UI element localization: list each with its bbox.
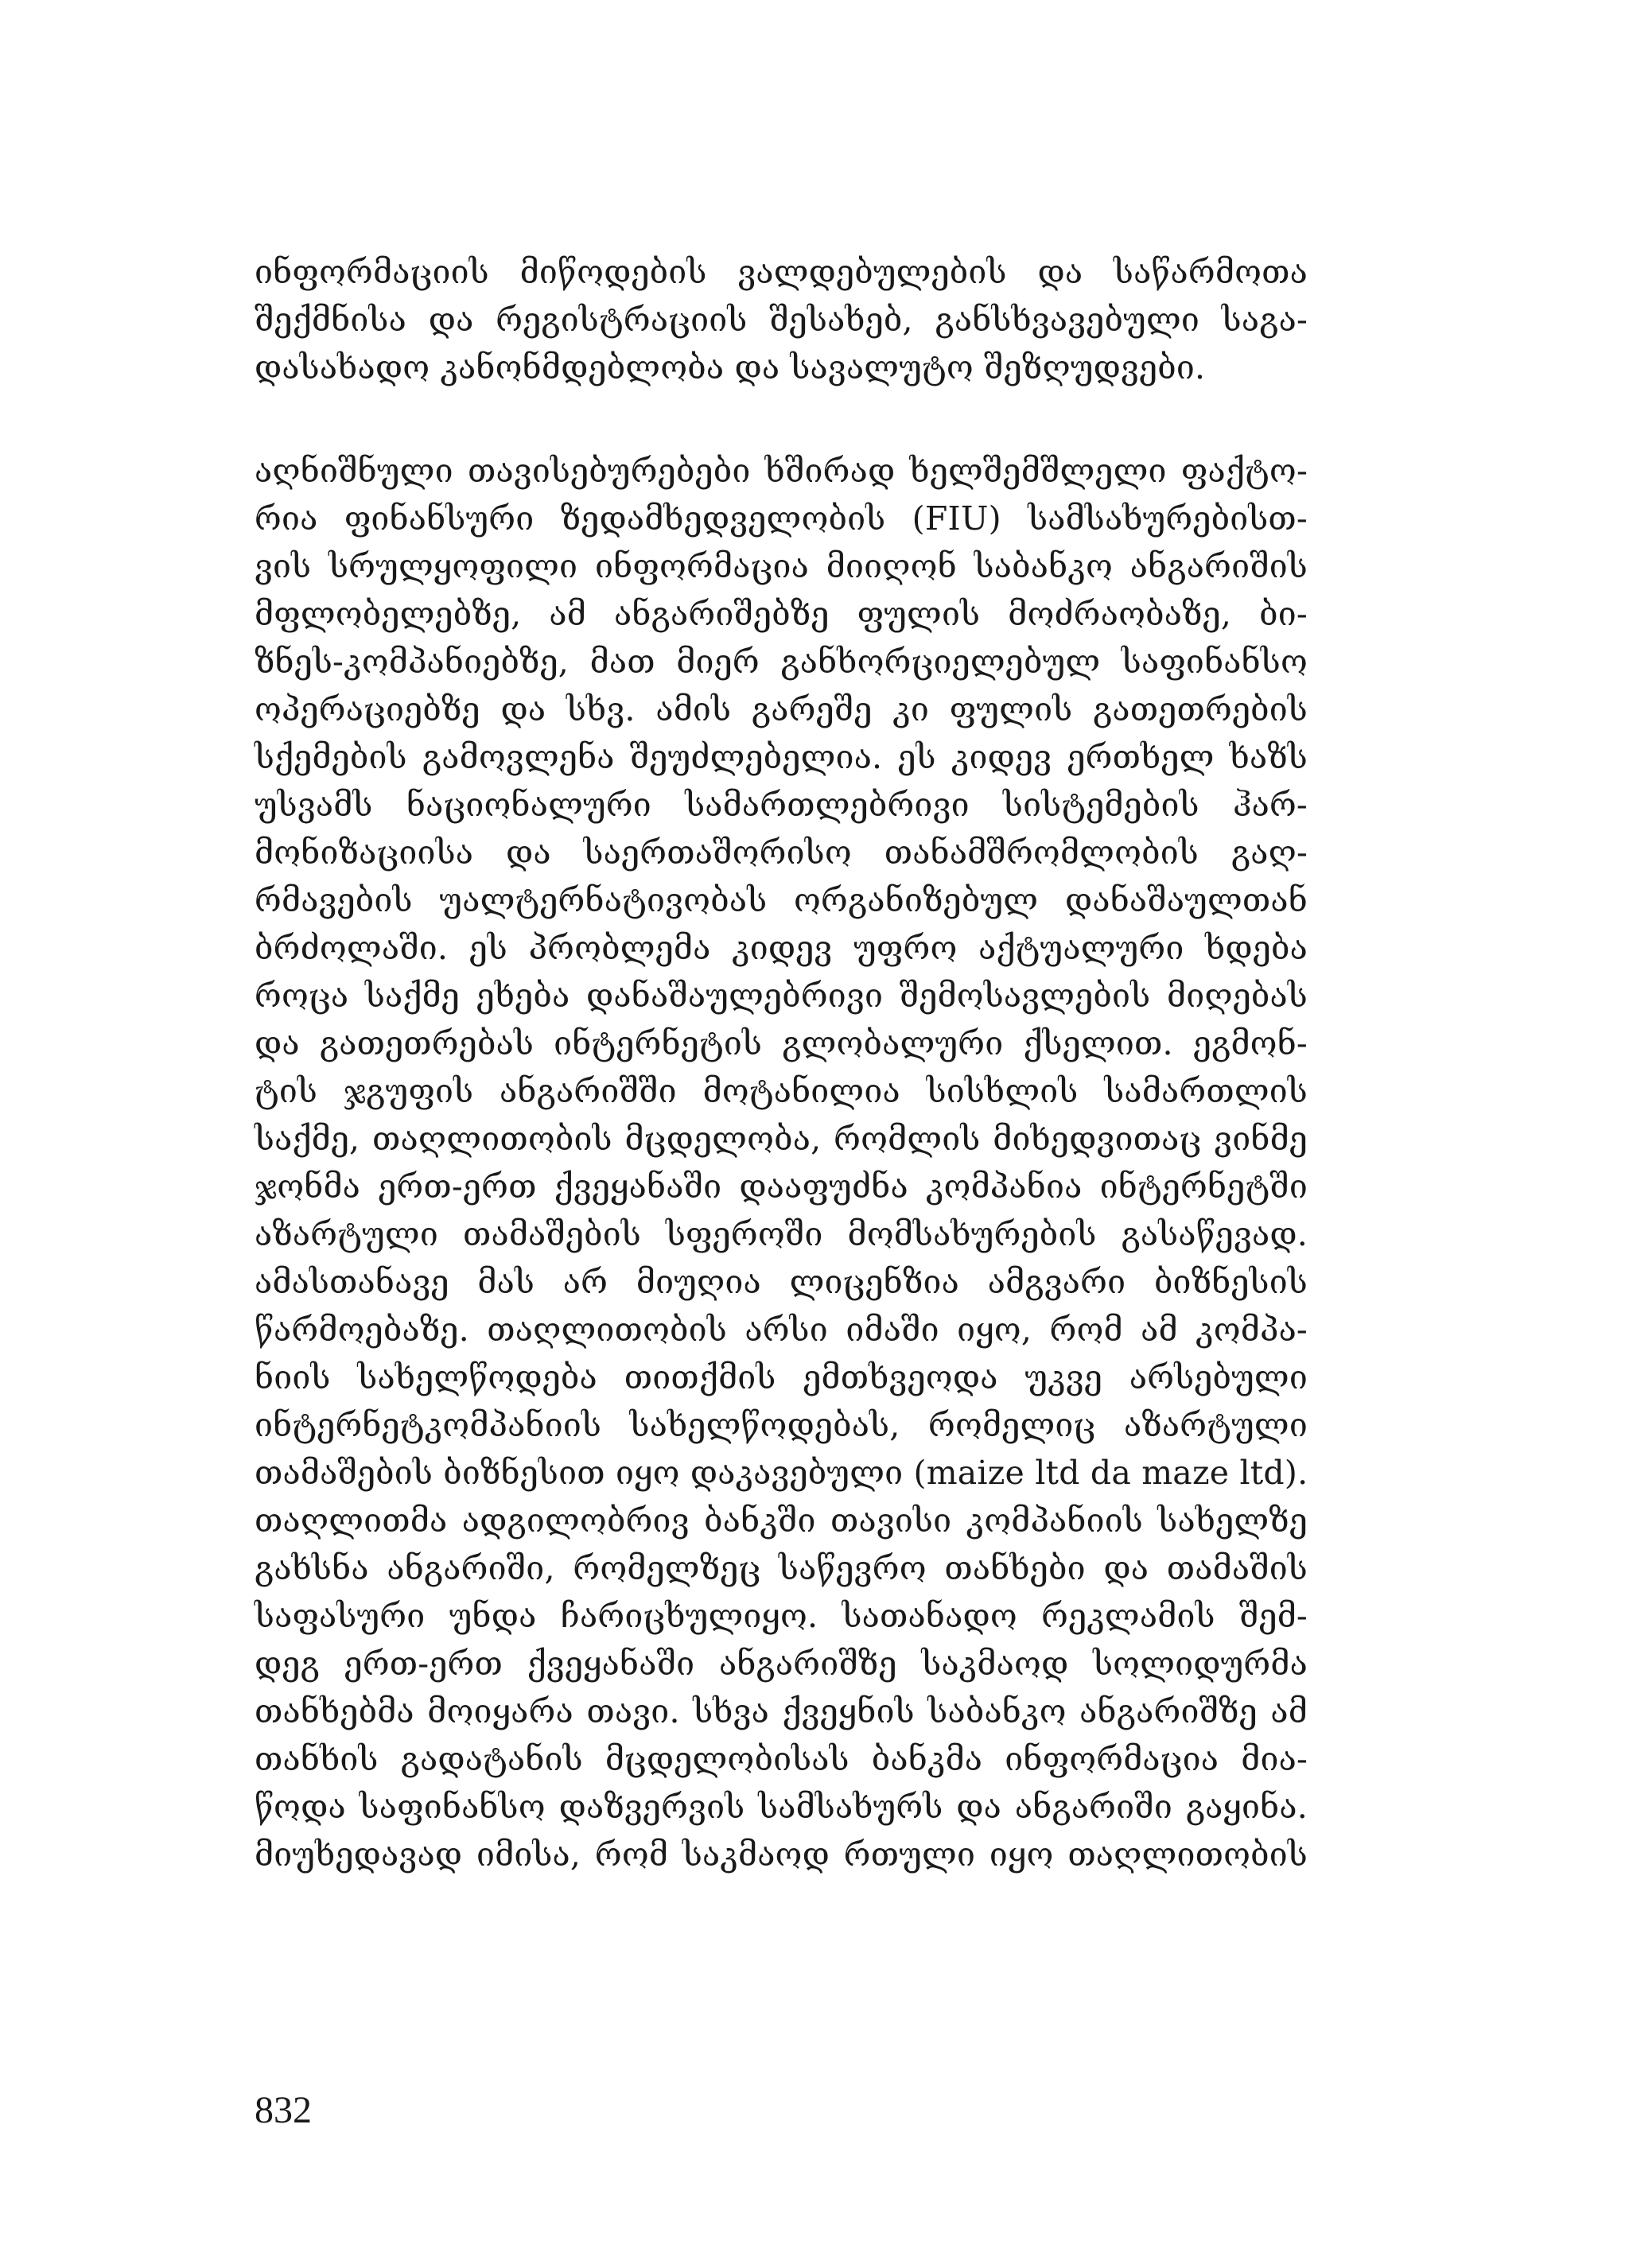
text-line: წარმოებაზე. თაღლითობის არსი იმაში იყო, რომ ამ კომპა- — [255, 1311, 1308, 1349]
text-line: ჯონმა ერთ-ერთ ქვეყანაში დააფუძნა კომპანია ინტერნეტში — [255, 1167, 1308, 1206]
text-line: ზნეს-კომპანიებზე, მათ მიერ განხორციელებულ საფინანსო — [255, 643, 1308, 681]
text-line: აღნიშნული თავისებურებები ხშირად ხელშემშლელი ფაქტო- — [255, 452, 1308, 490]
text-line: წოდა საფინანსო დაზვერვის სამსახურს და ანგარიში გაყინა. — [255, 1788, 1308, 1826]
page-number: 832 — [255, 2089, 312, 2131]
text-line: მიუხედავად იმისა, რომ საკმაოდ რთული იყო თაღლითობის — [255, 1835, 1308, 1874]
text-line: ოპერაციებზე და სხვ. ამის გარეშე კი ფულის გათეთრების — [255, 690, 1308, 728]
paragraph-continuation — [255, 248, 1308, 391]
text-line: ამასთანავე მას არ მიუღია ლიცენზია ამგვარი ბიზნესის — [255, 1263, 1308, 1301]
text-line: თაღლითმა ადგილობრივ ბანკში თავისი კომპანიის სახელზე — [255, 1501, 1308, 1540]
text-line: სქემების გამოვლენა შეუძლებელია. ეს კიდევ ერთხელ ხაზს — [255, 738, 1308, 776]
text-line: თანხებმა მოიყარა თავი. სხვა ქვეყნის საბანკო ანგარიშზე ამ — [255, 1692, 1308, 1730]
text-line: ნიის სახელწოდება თითქმის ემთხვეოდა უკვე არსებული — [255, 1358, 1308, 1396]
text-line: როცა საქმე ეხება დანაშაულებრივი შემოსავლების მიღებას — [255, 977, 1308, 1015]
text-line: საქმე, თაღლითობის მცდელობა, რომლის მიხედვითაც ვინმე — [255, 1120, 1308, 1158]
text-line: რია ფინანსური ზედამხედველობის (FIU) სამსახურებისთ- — [255, 499, 1308, 538]
text-line: თანხის გადატანის მცდელობისას ბანკმა ინფორმაცია მია- — [255, 1740, 1308, 1778]
text-line: მონიზაციისა და საერთაშორისო თანამშრომლობის გაღ- — [255, 833, 1308, 872]
text-line: რმავების უალტერნატივობას ორგანიზებულ დანაშაულთან — [255, 881, 1308, 919]
text-line: ბრძოლაში. ეს პრობლემა კიდევ უფრო აქტუალური ხდება — [255, 929, 1308, 967]
text-line: ინტერნეტკომპანიის სახელწოდებას, რომელიც აზარტული — [255, 1406, 1308, 1444]
text-line: გახსნა ანგარიში, რომელზეც საწევრო თანხები და თამაშის — [255, 1549, 1308, 1587]
text-line: უსვამს ნაციონალური სამართლებრივი სისტემების ჰარ- — [255, 786, 1308, 824]
text-line: აზარტული თამაშების სფეროში მომსახურების გასაწევად. — [255, 1215, 1308, 1253]
text-line: ვის სრულყოფილი ინფორმაცია მიიღონ საბანკო ანგარიშის — [255, 547, 1308, 585]
text-line: თამაშების ბიზნესით იყო დაკავებული (maize ltd da maze ltd). — [255, 1454, 1308, 1492]
text-line: საფასური უნდა ჩარიცხულიყო. სათანადო რეკლამის შემ- — [255, 1597, 1308, 1635]
text-line: და გათეთრებას ინტერნეტის გლობალური ქსელით. ეგმონ- — [255, 1024, 1308, 1062]
paragraph-main — [255, 447, 1308, 1878]
text-line: ტის ჯგუფის ანგარიშში მოტანილია სისხლის სამართლის — [255, 1072, 1308, 1110]
text-line: შექმნისა და რეგისტრაციის შესახებ, განსხვავებული საგა- — [255, 301, 1308, 339]
text-line: დასახადო კანონმდებლობა და სავალუტო შეზღუდვები. — [255, 348, 1206, 386]
text-line: მფლობელებზე, ამ ანგარიშებზე ფულის მოძრაობაზე, ბი- — [255, 595, 1308, 633]
text-line: დეგ ერთ-ერთ ქვეყანაში ანგარიშზე საკმაოდ სოლიდურმა — [255, 1645, 1308, 1683]
text-line: ინფორმაციის მიწოდების ვალდებულების და საწარმოთა — [255, 253, 1308, 291]
